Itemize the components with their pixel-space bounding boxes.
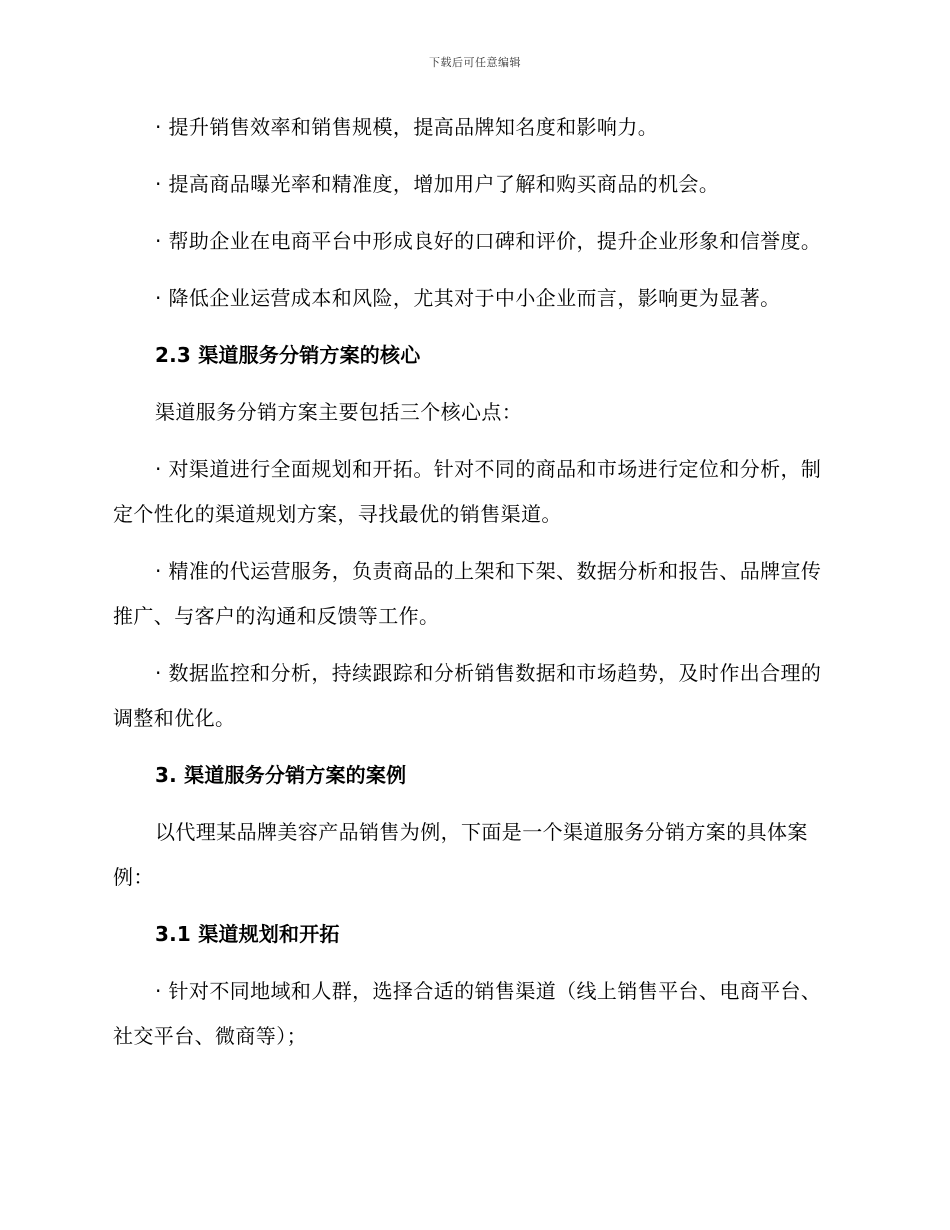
benefit-item: · 降低企业运营成本和风险，尤其对于中小企业而言，影响更为显著。 <box>155 286 781 310</box>
paragraph-gap <box>113 207 831 219</box>
paragraph-gap <box>113 264 831 276</box>
benefit-item: · 提升销售效率和销售规模，提高品牌知名度和影响力。 <box>155 115 659 139</box>
page-header-note: 下载后可任意编辑 <box>429 56 521 69</box>
paragraph-gap <box>113 435 831 447</box>
plan-item: · 针对不同地域和人群，选择合适的销售渠道（线上销售平台、电商平台、社交平台、微商等）； <box>113 979 822 1048</box>
paragraph-gap <box>113 150 831 162</box>
section-intro: 渠道服务分销方案主要包括三个核心点： <box>155 400 523 424</box>
paragraph-gap <box>113 378 831 390</box>
core-point-item: · 对渠道进行全面规划和开拓。针对不同的商品和市场进行定位和分析，制定个性化的渠道规划方案，寻找最优的销售渠道。 <box>113 457 822 526</box>
paragraph-gap <box>113 741 831 753</box>
benefit-item: · 帮助企业在电商平台中形成良好的口碑和评价，提升企业形象和信誉度。 <box>155 229 822 253</box>
section-intro: 以代理某品牌美容产品销售为例，下面是一个渠道服务分销方案的具体案例： <box>113 820 808 889</box>
core-point-item: · 数据监控和分析，持续跟踪和分析销售数据和市场趋势，及时作出合理的调整和优化。 <box>113 661 822 730</box>
section-heading-3: 3. 渠道服务分销方案的案例 <box>155 763 407 787</box>
paragraph-gap <box>113 639 831 651</box>
benefit-item: · 提高商品曝光率和精准度，增加用户了解和购买商品的机会。 <box>155 172 720 196</box>
section-heading-3-1: 3.1 渠道规划和开拓 <box>155 922 340 946</box>
paragraph-gap <box>113 957 831 969</box>
core-point-item: · 精准的代运营服务，负责商品的上架和下架、数据分析和报告、品牌宣传推广、与客户的沟通和反馈等工作。 <box>113 559 822 628</box>
paragraph-gap <box>113 798 831 810</box>
paragraph-gap <box>113 900 831 912</box>
paragraph-gap <box>113 321 831 333</box>
document-body <box>113 105 831 1059</box>
section-heading-2-3: 2.3 渠道服务分销方案的核心 <box>155 343 421 367</box>
paragraph-gap <box>113 537 831 549</box>
